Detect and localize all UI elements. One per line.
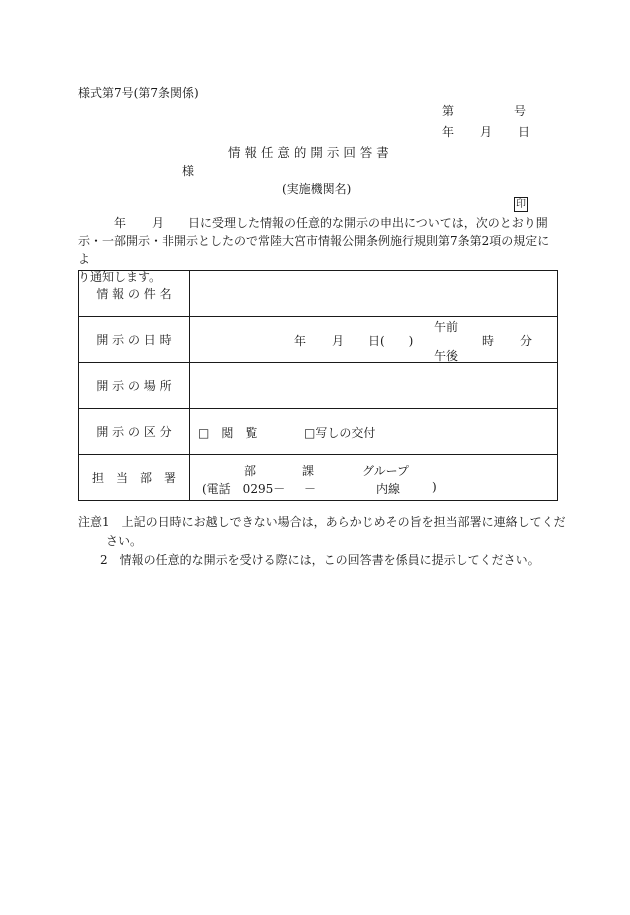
phone-prefix: (電話 0295－ xyxy=(202,482,286,496)
body-year: 年 xyxy=(114,216,127,230)
phone-dash: － xyxy=(304,482,317,496)
phone-close-paren: ) xyxy=(432,480,437,494)
form-number: 様式第7号(第7条関係) xyxy=(78,86,199,100)
document-number-label: 第 xyxy=(442,104,455,118)
table-row xyxy=(79,271,558,317)
disclosure-place-field[interactable] xyxy=(190,363,558,409)
phone-extension-label: 内線 xyxy=(376,482,401,496)
issue-date-day: 日 xyxy=(518,125,531,139)
agency-name-label: (実施機関名) xyxy=(282,182,352,196)
seal-mark: 印 xyxy=(516,199,526,210)
info-title-field[interactable] xyxy=(190,271,558,317)
datetime-year: 年 xyxy=(294,334,307,348)
datetime-minute: 分 xyxy=(520,334,533,348)
datetime-month: 月 xyxy=(332,334,345,348)
info-title-label: 情 報 の 件 名 xyxy=(79,271,190,317)
datetime-pm: 午後 xyxy=(434,349,459,363)
issue-date-year: 年 xyxy=(442,125,455,139)
body-line1-text: 日に受理した情報の任意的な開示の申出については，次のとおり開 xyxy=(188,216,548,230)
issue-date xyxy=(442,123,530,140)
department-label: 担 当 部 署 xyxy=(79,455,190,501)
option-copy-checkbox[interactable]: □写しの交付 xyxy=(304,426,376,440)
body-line3-text: り通知します。 xyxy=(78,270,162,284)
addressee-suffix: 様 xyxy=(182,164,195,178)
note-2: 2 情報の任意的な開示を受ける際には，この回答書を係員に提示してください。 xyxy=(100,553,540,567)
body-line2-text: 示・一部開示・非開示としたので常陸大宮市情報公開条例施行規則第7条第2項の規定によ xyxy=(78,234,550,266)
table-row xyxy=(79,409,558,455)
disclosure-datetime-field[interactable] xyxy=(190,317,558,363)
disclosure-place-label: 開 示 の 場 所 xyxy=(79,363,190,409)
document-title: 情 報 任 意 的 開 示 回 答 書 xyxy=(228,145,389,160)
body-month: 月 xyxy=(152,216,165,230)
disclosure-type-field xyxy=(190,409,558,455)
table-row xyxy=(79,317,558,363)
table-row xyxy=(79,455,558,501)
table-row xyxy=(79,363,558,409)
disclosure-type-label: 開 示 の 区 分 xyxy=(79,409,190,455)
datetime-hour: 時 xyxy=(482,334,495,348)
datetime-am: 午前 xyxy=(434,320,459,334)
department-group: グループ xyxy=(362,464,410,478)
notes xyxy=(78,513,568,570)
document-number-suffix: 号 xyxy=(514,104,527,118)
note-1-line-2: さい。 xyxy=(106,534,143,548)
issue-date-month: 月 xyxy=(480,125,493,139)
disclosure-form-table xyxy=(78,270,558,501)
note-1-line-1: 注意1 上記の日時にお越しできない場合は，あらかじめその旨を担当部署に連絡してくだ xyxy=(78,515,566,529)
department-bu: 部 xyxy=(244,464,257,478)
datetime-day: 日( ) xyxy=(368,334,414,348)
disclosure-datetime-label: 開 示 の 日 時 xyxy=(79,317,190,363)
department-field[interactable] xyxy=(190,455,558,501)
department-ka: 課 xyxy=(302,464,315,478)
option-inspection-checkbox[interactable]: □ 閲 覧 xyxy=(198,426,258,440)
